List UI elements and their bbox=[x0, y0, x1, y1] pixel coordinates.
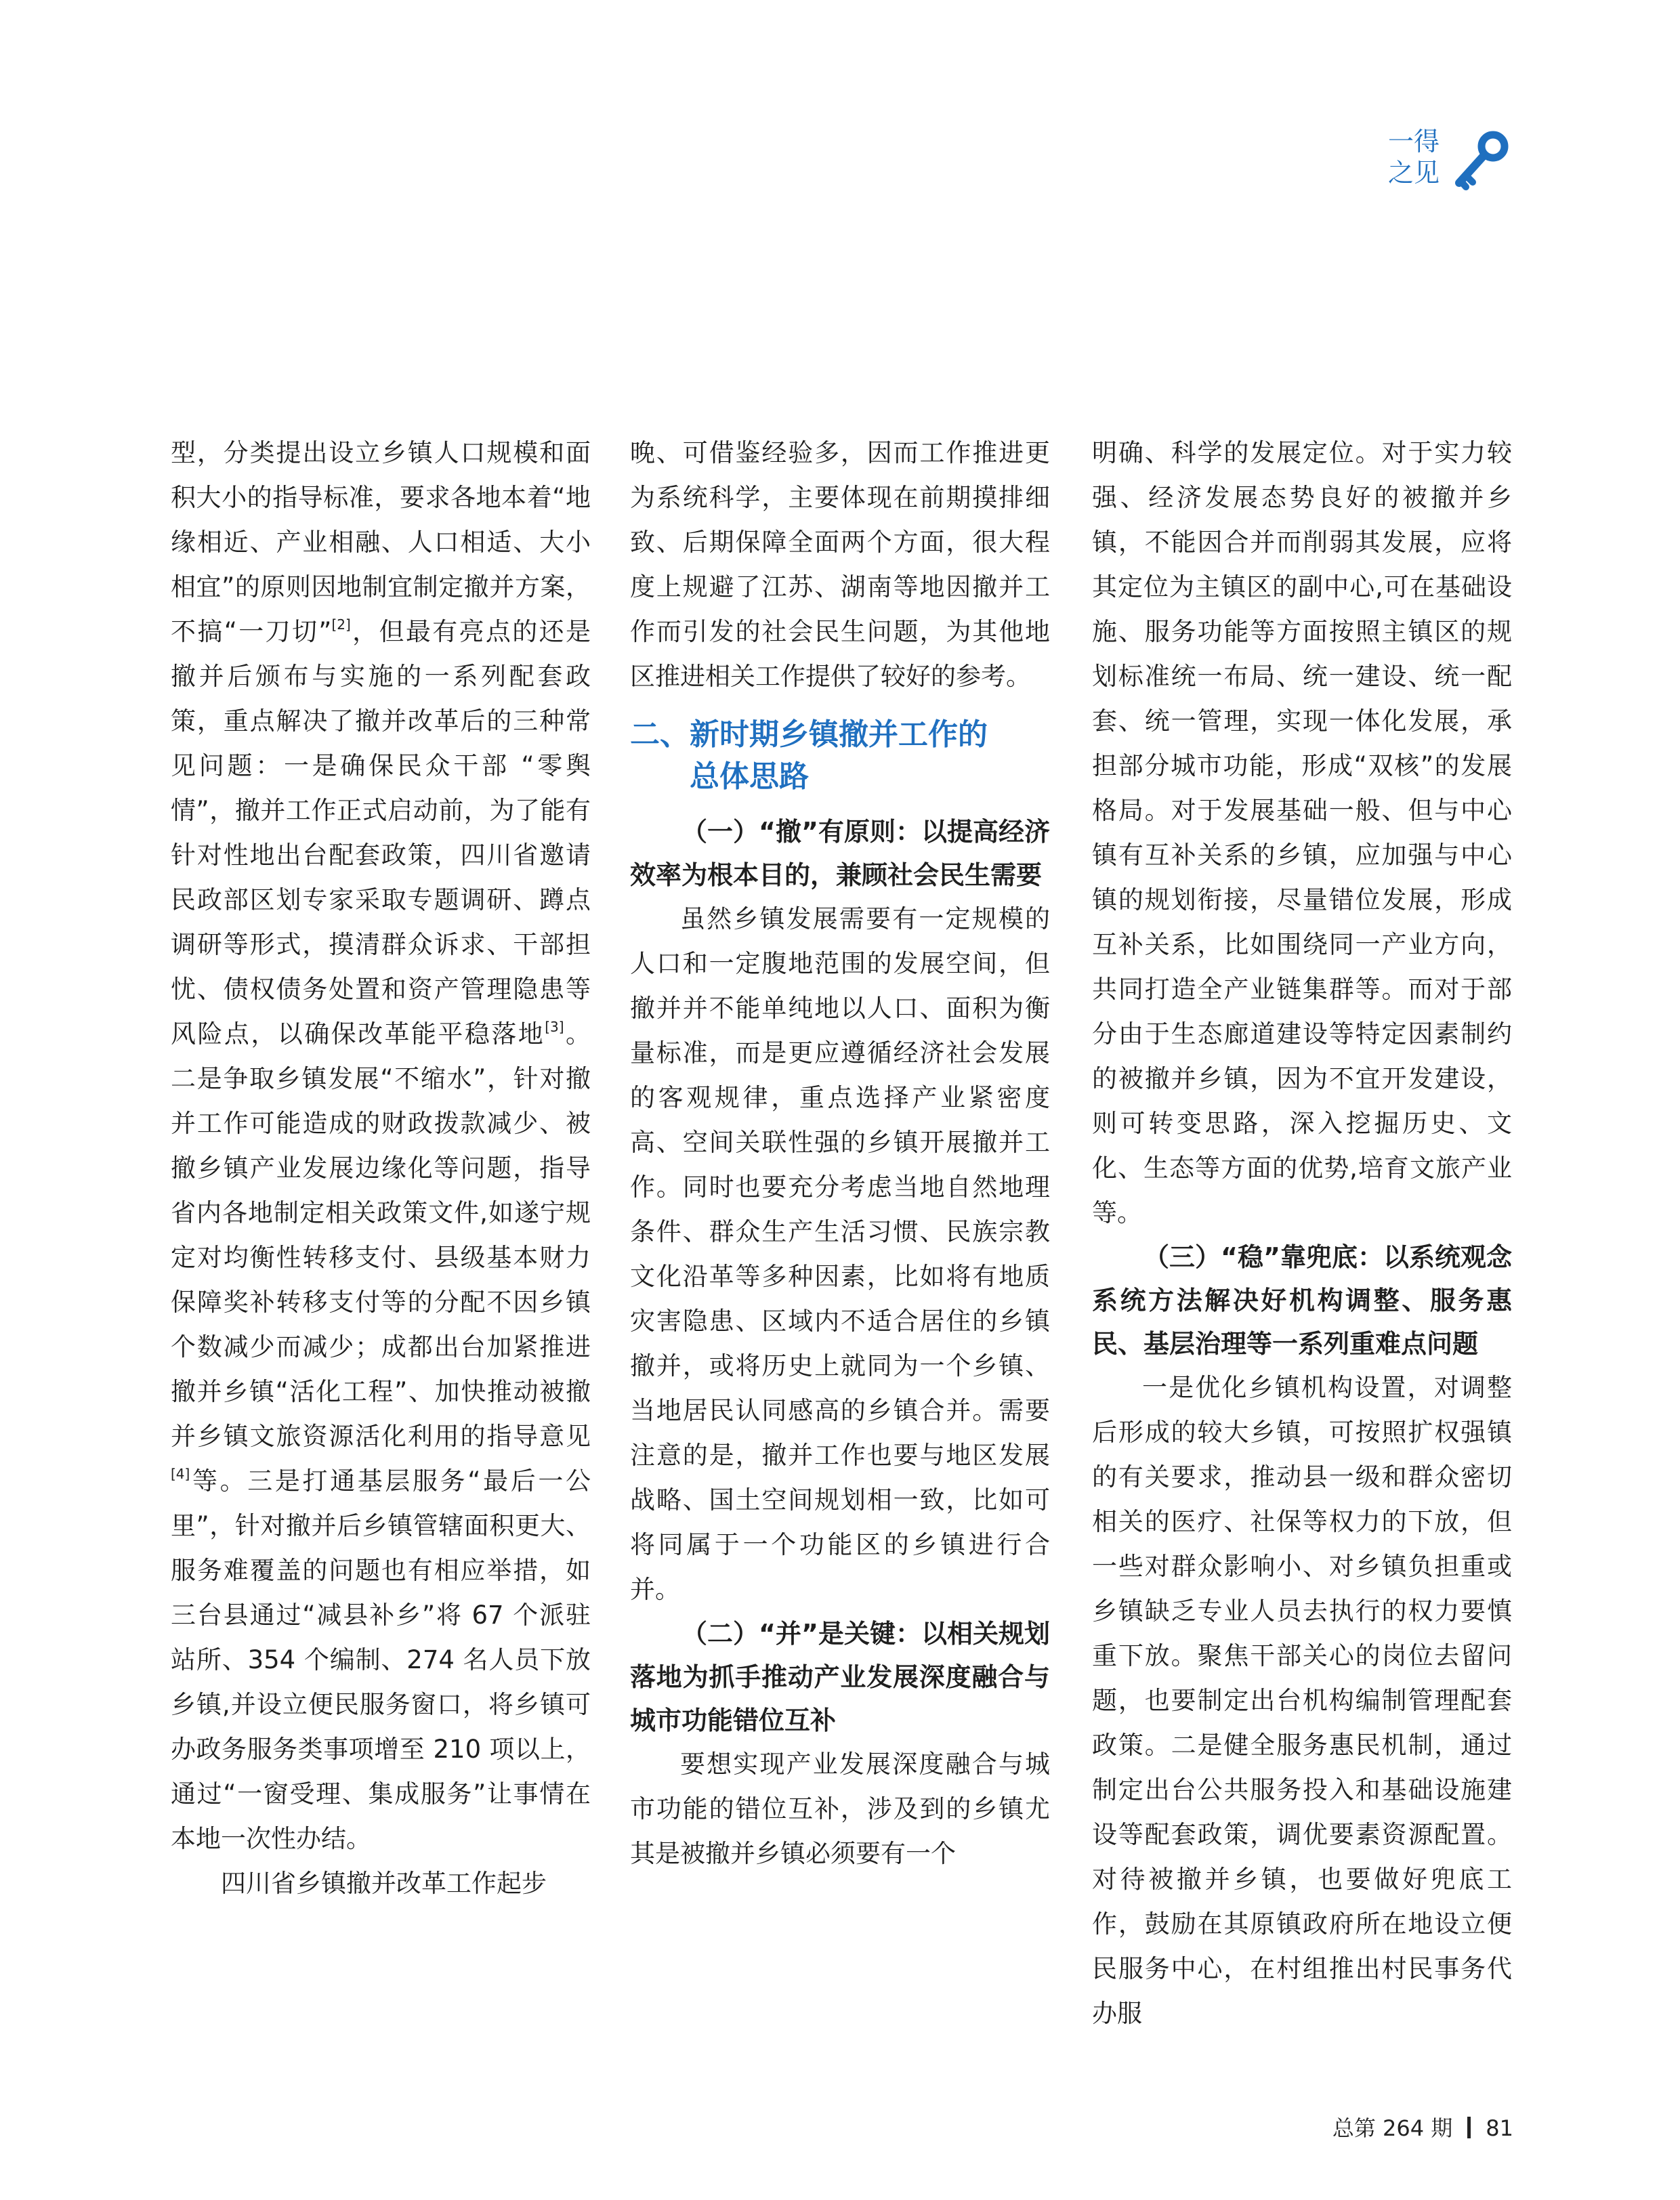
section-heading bbox=[630, 714, 1050, 798]
paragraph: 要想实现产业发展深度融合与城市功能的错位互补，涉及到的乡镇尤其是被撤并乡镇必须要有一个 bbox=[630, 1750, 1050, 1868]
paragraph-text: 等。三是打通基层服务“最后一公里”，针对撤并后乡镇管辖面积更大、服务难覆盖的问题也有相应举措，如三台县通过“减县补乡”将 67 个派驻站所、354 个编制、274 名人员下放乡镇,并设立便民服务窗口，将乡镇可办政务服务类事项增至 210 项以上，通过“一窗受理、集成服务”让事情在本地一次性办结。 bbox=[171, 1466, 591, 1853]
section-heading-line2: 总体思路 bbox=[690, 759, 809, 794]
key-icon bbox=[1446, 126, 1513, 194]
column-label-line1: 一得 bbox=[1387, 127, 1440, 156]
footer-divider bbox=[1467, 2117, 1471, 2138]
page-number: 81 bbox=[1486, 2115, 1513, 2141]
text-column-1 bbox=[171, 431, 591, 1906]
text-column-3 bbox=[1092, 431, 1512, 2036]
subheading-2: （二）“并”是关键：以相关规划落地为抓手推动产业发展深度融合与城市功能错位互补 bbox=[630, 1619, 1050, 1735]
citation-ref: [4] bbox=[171, 1466, 190, 1482]
paragraph-text: 。二是争取乡镇发展“不缩水”，针对撤并工作可能造成的财政拨款减少、被撤乡镇产业发展边缘化等问题，指导省内各地制定相关政策文件,如遂宁规定对均衡性转移支付、县级基本财力保障奖补转移支付等的分配不因乡镇个数减少而减少；成都出台加紧推进撤并乡镇“活化工程”、加快推动被撤并乡镇文旅资源活化利用的指导意见 bbox=[171, 1019, 591, 1451]
citation-ref: [2] bbox=[331, 616, 351, 633]
subheading-1: （一）“撤”有原则：以提高经济效率为根本目的，兼顾社会民生需要 bbox=[630, 817, 1050, 890]
paragraph-text: 型，分类提出设立乡镇人口规模和面积大小的指导标准，要求各地本着“地缘相近、产业相融、人口相适、大小相宜”的原则因地制宜制定撤并方案，不搞“一刀切” bbox=[171, 438, 591, 646]
paragraph: 虽然乡镇发展需要有一定规模的人口和一定腹地范围的发展空间，但撤并并不能单纯地以人口、面积为衡量标准，而是更应遵循经济社会发展的客观规律，重点选择产业紧密度高、空间关联性强的乡镇开展撤并工作。同时也要充分考虑当地自然地理条件、群众生产生活习惯、民族宗教文化沿革等多种因素，比如将有地质灾害隐患、区域内不适合居住的乡镇撤并，或将历史上就同为一个乡镇、当地居民认同感高的乡镇合并。需要注意的是，撤并工作也要与地区发展战略、国土空间规划相一致，比如可将同属于一个功能区的乡镇进行合并。 bbox=[630, 904, 1050, 1604]
column-label bbox=[1375, 126, 1452, 188]
issue-number: 总第 264 期 bbox=[1332, 2115, 1453, 2141]
paragraph: 一是优化乡镇机构设置，对调整后形成的较大乡镇，可按照扩权强镇的有关要求，推动县一级和群众密切相关的医疗、社保等权力的下放，但一些对群众影响小、对乡镇负担重或乡镇缺乏专业人员去执行的权力要慎重下放。聚焦干部关心的岗位去留问题，也要制定出台机构编制管理配套政策。二是健全服务惠民机制，通过制定出台公共服务投入和基础设施建设等配套政策，调优要素资源配置。对待被撤并乡镇，也要做好兜底工作，鼓励在其原镇政府所在地设立便民服务中心，在村组推出村民事务代办服 bbox=[1092, 1373, 1512, 2028]
text-column-2 bbox=[630, 431, 1050, 1876]
citation-ref: [3] bbox=[545, 1019, 564, 1035]
paragraph bbox=[171, 431, 591, 1861]
paragraph: 晚、可借鉴经验多，因而工作推进更为系统科学，主要体现在前期摸排细致、后期保障全面两个方面，很大程度上规避了江苏、湖南等地因撤并工作而引发的社会民生问题，为其他地区推进相关工作提供了较好的参考。 bbox=[630, 438, 1050, 691]
column-label-line2: 之见 bbox=[1387, 158, 1440, 188]
page-footer bbox=[1274, 2113, 1513, 2143]
paragraph-text: ，但最有亮点的还是撤并后颁布与实施的一系列配套政策，重点解决了撤并改革后的三种常见问题：一是确保民众干部 “零舆情”，撤并工作正式启动前，为了能有针对性地出台配套政策，四川省邀请民政部区划专家采取专题调研、蹲点调研等形式，摸清群众诉求、干部担忧、债权债务处置和资产管理隐患等风险点，以确保改革能平稳落地 bbox=[171, 617, 591, 1049]
section-heading-line1: 二、新时期乡镇撤并工作的 bbox=[630, 717, 988, 752]
subheading-3: （三）“稳”靠兜底：以系统观念系统方法解决好机构调整、服务惠民、基层治理等一系列重难点问题 bbox=[1092, 1242, 1512, 1359]
paragraph: 明确、科学的发展定位。对于实力较强、经济发展态势良好的被撤并乡镇，不能因合并而削弱其发展，应将其定位为主镇区的副中心,可在基础设施、服务功能等方面按照主镇区的规划标准统一布局、统一建设、统一配套、统一管理，实现一体化发展，承担部分城市功能，形成“双核”的发展格局。对于发展基础一般、但与中心镇有互补关系的乡镇，应加强与中心镇的规划衔接，尽量错位发展，形成互补关系，比如围绕同一产业方向，共同打造全产业链集群等。而对于部分由于生态廊道建设等特定因素制约的被撤并乡镇，因为不宜开发建设，则可转变思路，深入挖掘历史、文化、生态等方面的优势,培育文旅产业等。 bbox=[1092, 438, 1512, 1227]
paragraph: 四川省乡镇撤并改革工作起步 bbox=[221, 1869, 547, 1898]
